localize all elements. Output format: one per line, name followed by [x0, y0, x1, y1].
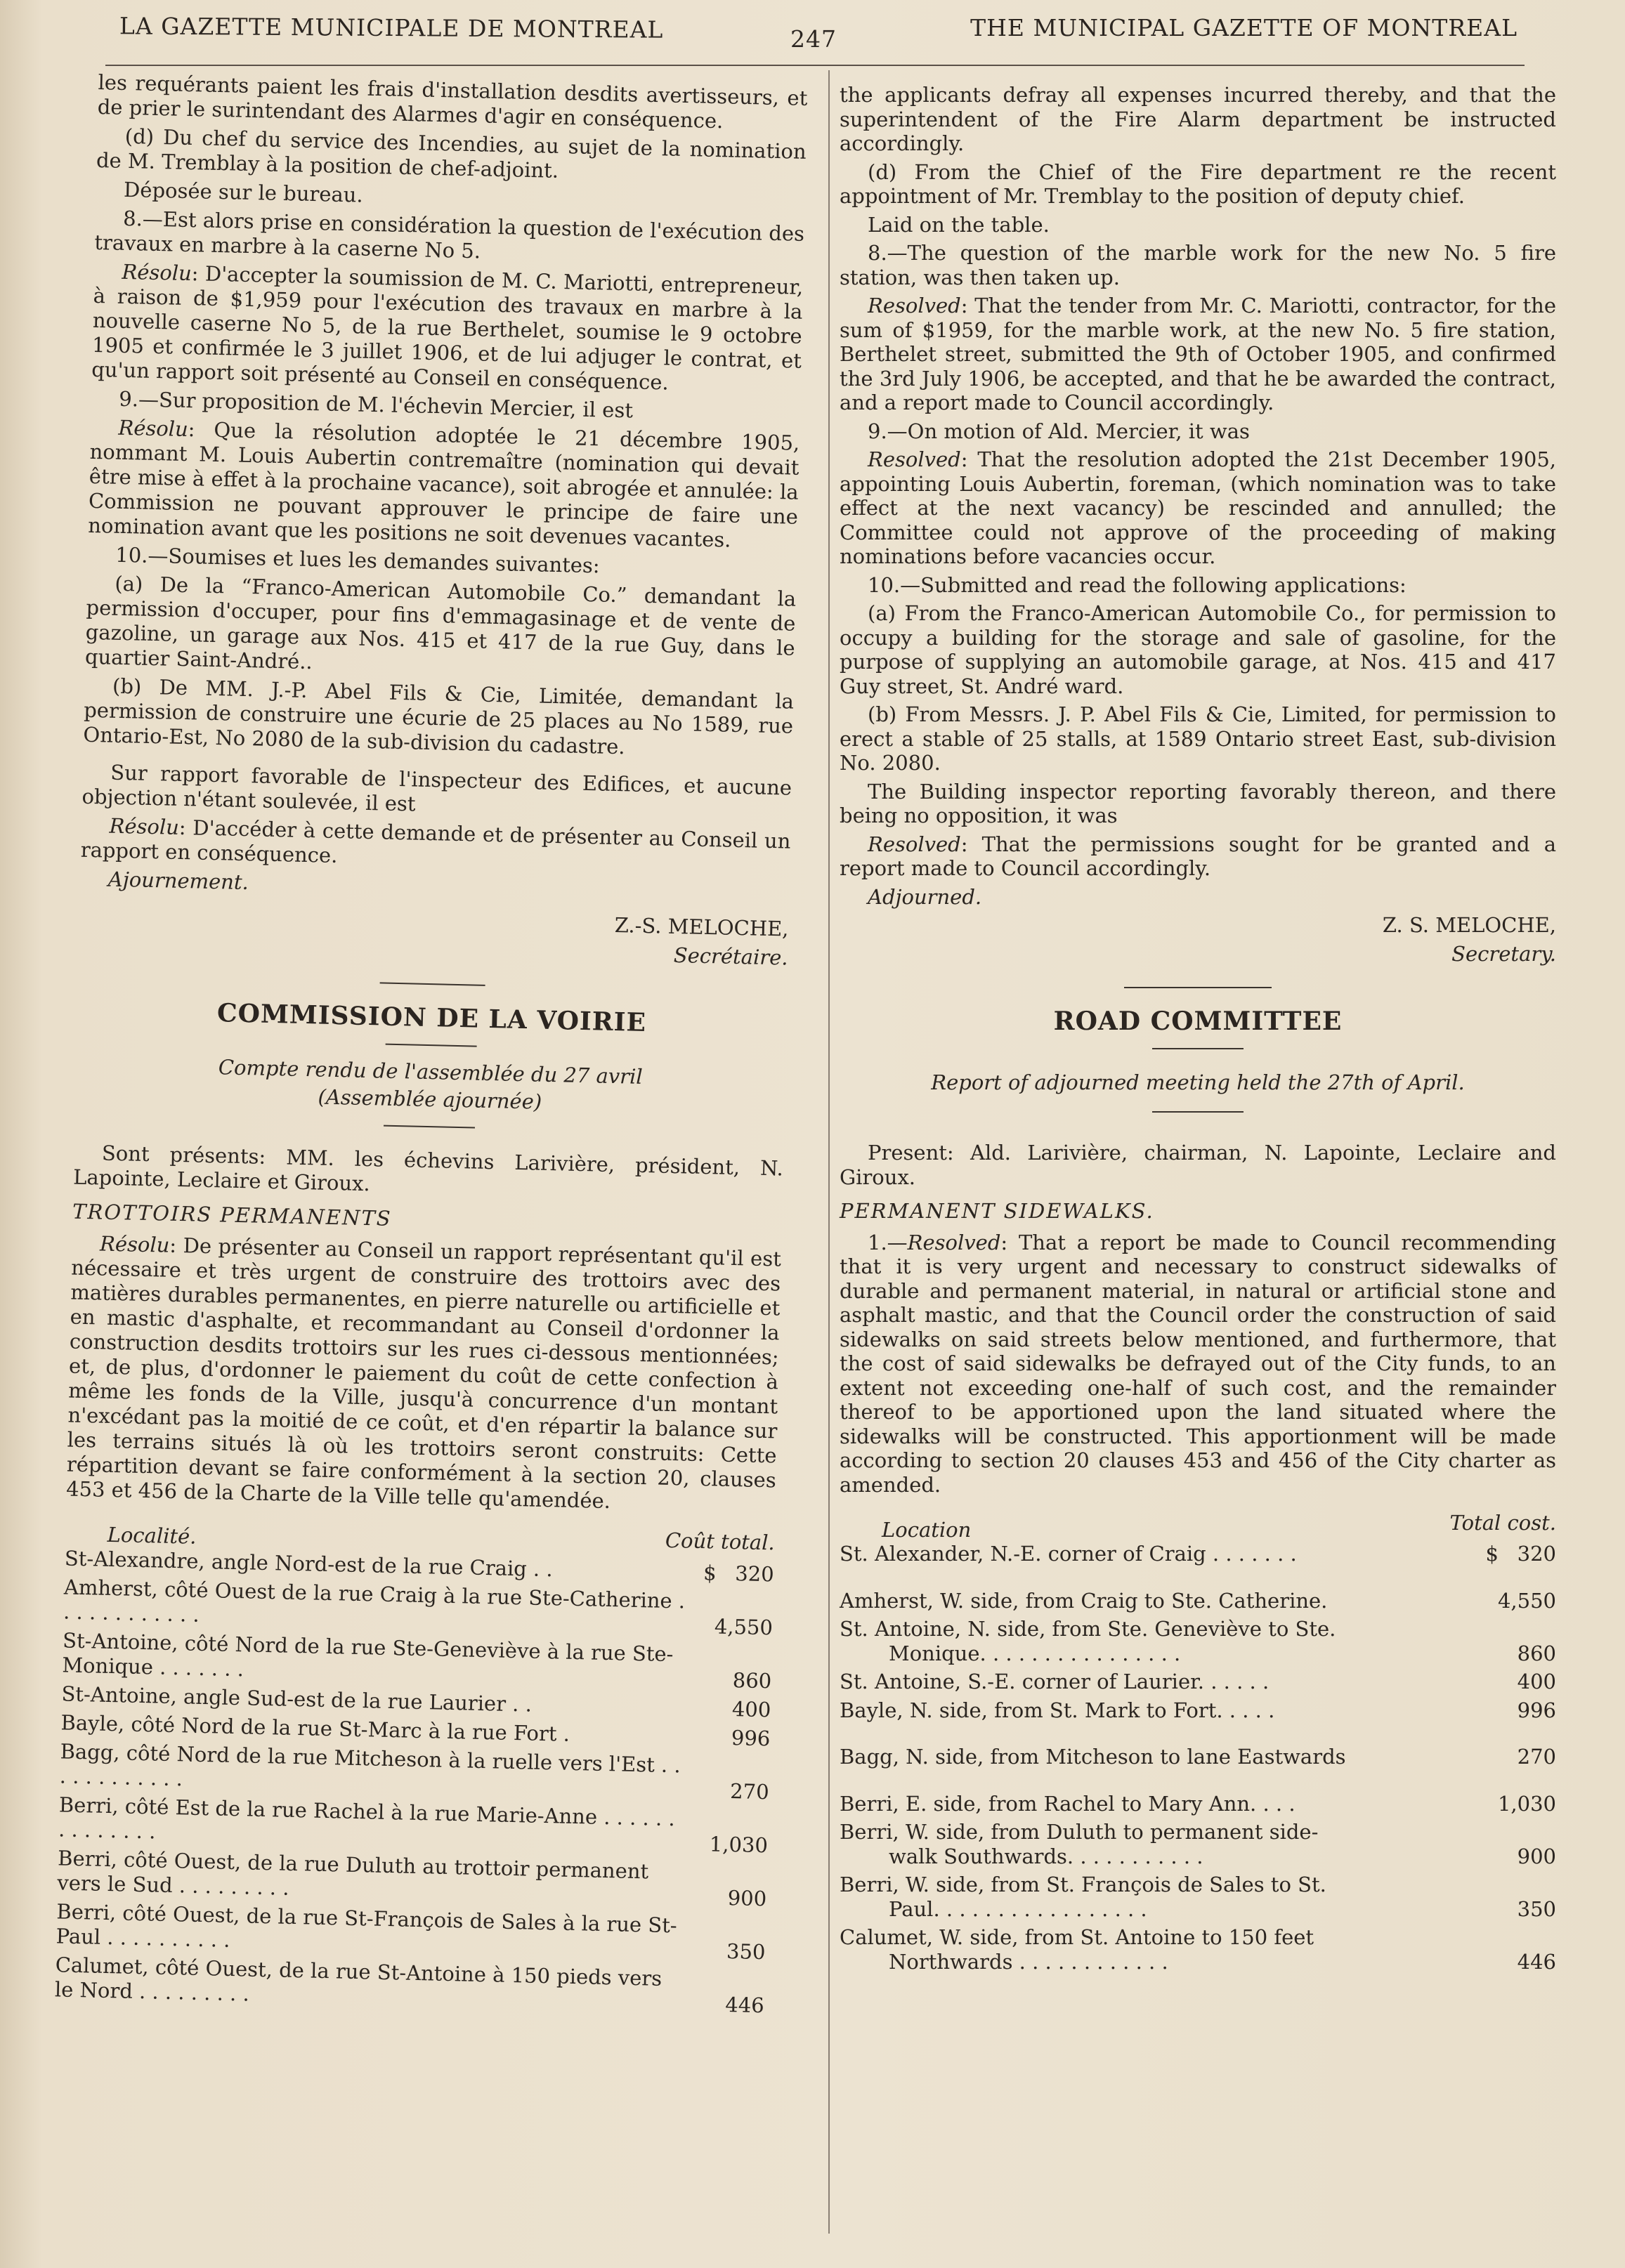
table-row: Bagg, N. side, from Mitcheson to lane Eastwards 270 — [840, 1745, 1556, 1769]
divider — [384, 1125, 475, 1129]
section-title: COMMISSION DE LA VOIRIE — [216, 998, 647, 1038]
adjournment: Ajournement. — [107, 867, 249, 895]
paragraph: (a) De la “Franco-American Automobile Co.” demandant la permission d'occuper, pour fins d'emmagasinage et de vente de gazoline, un garage aux Nos. 415 et 417 de la rue Guy, dans le quartier Saint-André.. — [84, 571, 797, 674]
paragraph: The Building inspector reporting favorably thereon, and there being no opposition, it was — [840, 779, 1556, 827]
paragraph: 8.—Est alors prise en considération la question de l'exécution des travaux en marbre à la caserne No 5. — [94, 206, 805, 263]
header-right-title: THE MUNICIPAL GAZETTE OF MONTREAL — [970, 14, 1518, 41]
paragraph: Resolved: That the permissions sought for be granted and a report made to Council accordingly. — [840, 832, 1556, 880]
paragraph: Resolved: That the tender from Mr. C. Mariotti, contractor, for the sum of $1959, for the marble work, at the new No. 5 fire station, Berthelet street, submitted the 9th of October 1905, and confirmed the 3rd July 1906, be accepted, and that he be awarded the contract, and a report made to Council accordingly. — [840, 294, 1556, 414]
resolution: 1.—Resolved: That a report be made to Council recommending that it is very urgent and necessary to construct sidewalks of durable and permanent material, in natural or artificial stone and asphalt mastic, and that the Council order the construction of said sidewalks on said streets below mentioned, and furthermore, that the cost of said sidewalks be defrayed out of the City funds, to an extent not exceeding one-half of such cost, and the remainder thereof to be apportioned upon the land situated where the sidewalks will be constructed. This apportionment will be made according to section 20 clauses 453 and 456 of the City charter as amended. — [840, 1230, 1556, 1497]
signature-title: Secretary. — [1451, 941, 1556, 966]
section-title: ROAD COMMITTEE — [1053, 1007, 1343, 1036]
english-column — [840, 83, 1556, 1978]
paragraph: Résolu: D'accepter la soumission de M. C. Mariotti, entrepreneur, à raison de $1,959 pour l'exécution des travaux en marbre à la nouvelle caserne No 5, de la rue Berthelet, soumise le 9 octobre 1905 et confirmée le 3 juillet 1906, et de lui adjuger le contrat, et qu'un rapport soit présenté au Conseil en conséquence. — [91, 259, 804, 395]
table-row: St-Alexandre, angle Nord-est de la rue Craig . . $ 320 — [64, 1546, 775, 1587]
table-row: St. Antoine, S.-E. corner of Laurier. . . . . . 400 — [840, 1670, 1556, 1693]
paragraph: (a) From the Franco-American Automobile Co., for permission to occupy a building for the storage and sale of gasoline, for the purpose of supplying an automobile garage, at Nos. 415 and 417 Guy street, St. André ward. — [840, 601, 1556, 698]
divider — [386, 1044, 477, 1047]
paragraph: (d) From the Chief of the Fire department re the recent appointment of Mr. Tremblay to the position of deputy chief. — [840, 159, 1556, 208]
paragraph: Sur rapport favorable de l'inspecteur des Edifices, et aucune objection n'étant soulevée, il est — [81, 760, 792, 816]
table-row: Berri, W. side, from St. François de Sales to St. Paul. . . . . . . . . . . . . . . . . 350 — [840, 1873, 1556, 1921]
page-header — [105, 10, 1518, 59]
meeting-subtitle: Report of adjourned meeting held the 27th of April. — [931, 1070, 1465, 1094]
resolution: Résolu: De présenter au Conseil un rapport représentant qu'il est nécessaire et très urgent de construire des trottoirs avec des matières durables permanentes, en pierre naturelle ou artificielle et en mastic d'asphalte, et recommandant au Conseil d'ordonner la construction desdits trottoirs sur les rues ci-dessous mentionnées; et, de plus, d'ordonner le paiement du coût de cette confection à même les fonds de la Ville, jusqu'à concurrence d'un montant n'excédant pas la moitié de ce coût, et d'en répartir la balance sur les terrains situés là où les trottoirs seront construits: Cette répartition devant se faire conformément à la section 20, clauses 453 et 456 de la Charte de la Ville telle qu'amendée. — [65, 1231, 782, 1514]
cost-column-header: Total cost. — [1449, 1510, 1556, 1535]
signature-name: Z. S. MELOCHE, — [1382, 913, 1556, 937]
paragraph: Déposée sur le bureau. — [123, 177, 364, 207]
table-row: St-Antoine, côté Nord de la rue Ste-Geneviève à la rue Ste-Monique . . . . . . . 860 — [62, 1628, 772, 1693]
divider — [1124, 987, 1272, 988]
divider — [380, 982, 485, 985]
table-row: Calumet, côté Ouest, de la rue St-Antoine à 150 pieds vers le Nord . . . . . . . . . 446 — [54, 1953, 765, 2018]
table-row: Berri, E. side, from Rachel to Mary Ann. . . . 1,030 — [840, 1791, 1556, 1816]
paragraph: 9.—On motion of Ald. Mercier, it was — [868, 419, 1250, 443]
table-row: St-Antoine, angle Sud-est de la rue Laurier . . 400 — [61, 1682, 771, 1722]
paragraph: the applicants defray all expenses incurred thereby, and that the superintendent of the Fire Alarm department be instructed accordingly. — [840, 83, 1556, 155]
column-divider — [828, 70, 830, 2234]
meeting-subtitle: Compte rendu de l'assemblée du 27 avril — [218, 1055, 644, 1089]
table-row: Amherst, W. side, from Craig to Ste. Catherine. 4,550 — [840, 1588, 1556, 1613]
divider — [1152, 1111, 1244, 1113]
paragraph: Resolved: That the resolution adopted the 21st December 1905, appointing Louis Aubertin, foreman, (which nomination was to take effect at the next vacancy) be rescinded and annulled; the Committee could not approve of the proceeding of making nominations before vacancies occur. — [840, 447, 1556, 568]
divider — [1152, 1048, 1244, 1049]
table-row: Bayle, côté Nord de la rue St-Marc à la rue Fort . 996 — [60, 1710, 771, 1751]
section-heading: TROTTOIRS PERMANENTS — [72, 1199, 393, 1231]
french-column — [54, 70, 807, 2022]
paragraph: 10.—Submitted and read the following applications: — [868, 572, 1407, 597]
location-column-header: Localité. — [107, 1522, 197, 1549]
table-row: Berri, côté Est de la rue Rachel à la rue Marie-Anne . . . . . . . . . . . . . . 1,030 — [58, 1792, 769, 1858]
table-row: St. Alexander, N.-E. corner of Craig . . . . . . . $ 320 — [840, 1542, 1556, 1566]
table-row: Bayle, N. side, from St. Mark to Fort. . . . . 996 — [840, 1698, 1556, 1722]
table-row: Berri, W. side, from Duluth to permanent side- walk Southwards. . . . . . . . . . . 900 — [840, 1820, 1556, 1868]
paragraph: Résolu: D'accéder à cette demande et de présenter au Conseil un rapport en conséquence. — [80, 813, 791, 868]
signature-name: Z.-S. MELOCHE, — [614, 912, 789, 941]
cost-column-header: Coût total. — [665, 1528, 776, 1555]
table-row: Berri, côté Ouest, de la rue Duluth au trottoir permanent vers le Sud . . . . . . . . . 900 — [57, 1846, 767, 1911]
attendees: Sont présents: MM. les échevins Larivière, président, N. Lapointe, Leclaire et Giroux. — [72, 1141, 784, 1196]
paragraph: (b) De MM. J.-P. Abel Fils & Cie, Limitée, demandant la permission de construire une écurie de 25 places au No 1589, rue Ontario-Est, No 2080 de la sub-division du cadastre. — [83, 674, 795, 759]
paragraph: 8.—The question of the marble work for the new No. 5 fire station, was then taken up. — [840, 241, 1556, 289]
signature-title: Secrétaire. — [673, 943, 788, 970]
paragraph: 9.—Sur proposition de M. l'échevin Mercier, il est — [119, 386, 634, 423]
paragraph: Résolu: Que la résolution adoptée le 21 décembre 1905, nommant M. Louis Aubertin contremaître (nomination qui devait être mise à effet à la prochaine vacance), soit abrogée et annulée: la Commission ne pouvant approuver le principe de faire une nomination avant que les positions ne soit devenues vacantes. — [87, 415, 800, 552]
attendees: Present: Ald. Larivière, chairman, N. Lapointe, Leclaire and Giroux. — [840, 1141, 1556, 1189]
header-left-title: LA GAZETTE MUNICIPALE DE MONTREAL — [119, 12, 664, 44]
paragraph: Laid on the table. — [868, 212, 1050, 237]
paragraph: (b) From Messrs. J. P. Abel Fils & Cie, Limited, for permission to erect a stable of 25 stalls, at 1589 Ontario street East, sub-division No. 2080. — [840, 702, 1556, 775]
paragraph: 10.—Soumises et lues les demandes suivantes: — [115, 542, 601, 578]
paragraph: (d) Du chef du service des Incendies, au sujet de la nomination de M. Tremblay à la position de chef-adjoint. — [96, 124, 807, 183]
paragraph: les requérants paient les frais d'installation desdits avertisseurs, et de prier le surintendant des Alarmes d'agir en conséquence. — [97, 70, 808, 133]
header-rule — [105, 65, 1525, 66]
table-header — [840, 1510, 1556, 1542]
meeting-subtitle-2: (Assemblée ajournée) — [318, 1084, 542, 1114]
adjournment: Adjourned. — [868, 884, 982, 909]
page-number: 247 — [790, 25, 837, 53]
table-row: Berri, côté Ouest, de la rue St-François de Sales à la rue St-Paul . . . . . . . . . . 350 — [56, 1899, 766, 1965]
table-row: Amherst, côté Ouest de la rue Craig à la rue Ste-Catherine . . . . . . . . . . . . 4,550 — [63, 1575, 774, 1640]
section-heading: PERMANENT SIDEWALKS. — [840, 1199, 1154, 1223]
table-row: Calumet, W. side, from St. Antoine to 150 feet Northwards . . . . . . . . . . . . 446 — [840, 1925, 1556, 1974]
table-row: Bagg, côté Nord de la rue Mitcheson à la ruelle vers l'Est . . . . . . . . . . . . 270 — [59, 1739, 770, 1804]
table-row: St. Antoine, N. side, from Ste. Geneviève to Ste. Monique. . . . . . . . . . . . . . . . 860 — [840, 1617, 1556, 1665]
location-column-header: Location — [882, 1517, 972, 1542]
